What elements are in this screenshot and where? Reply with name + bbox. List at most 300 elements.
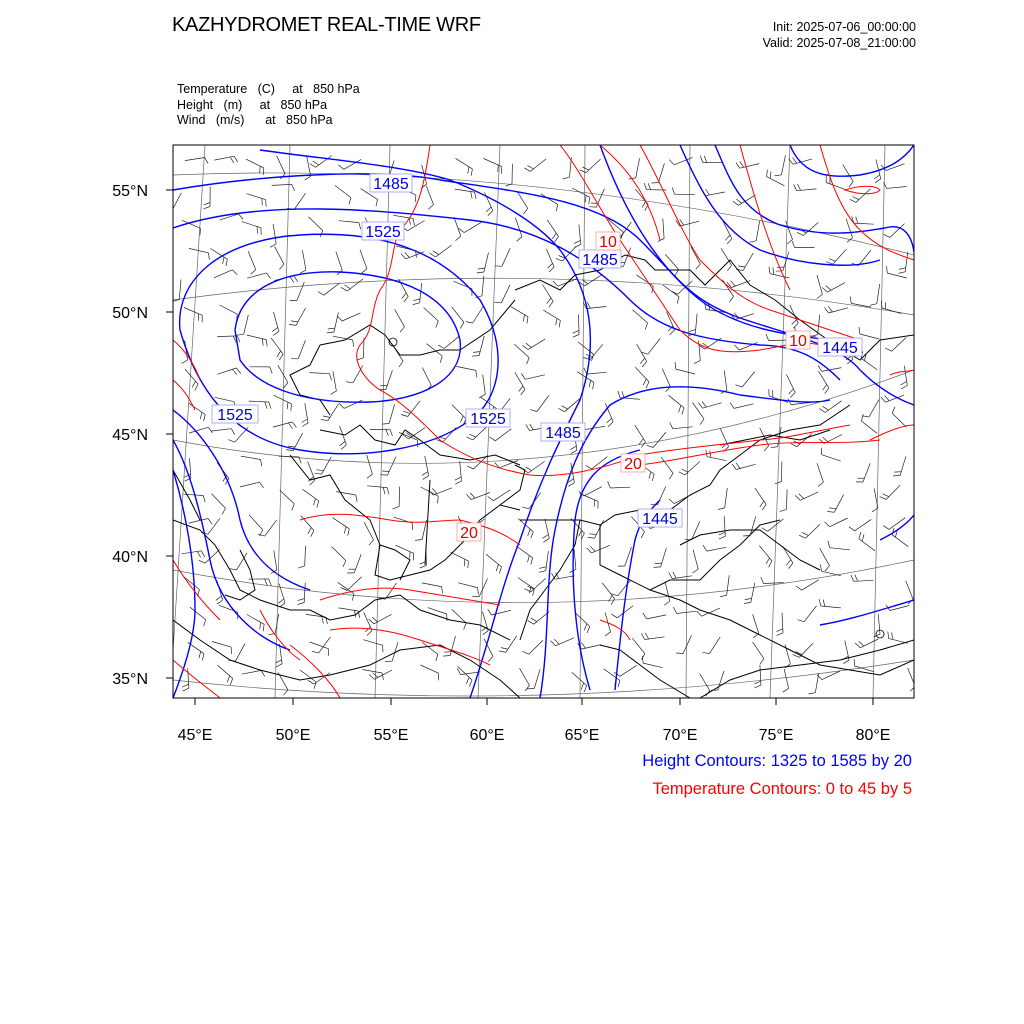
wind-barb-feather [669, 473, 673, 479]
wind-barb-feather [521, 389, 525, 395]
wind-barb [579, 225, 581, 245]
wind-barb [755, 488, 766, 505]
wind-barb-feather [469, 434, 475, 437]
wind-barb [310, 373, 330, 374]
wind-barb-feather [468, 167, 469, 174]
wind-barb-feather [563, 177, 570, 179]
wind-barb-feather [754, 681, 760, 684]
wind-barb [190, 607, 206, 619]
wind-barb-feather [287, 402, 288, 409]
wind-barb-feather [570, 446, 576, 449]
wind-barb [665, 582, 670, 601]
wind-barb-feather [467, 437, 473, 440]
wind-barb-feather [288, 446, 295, 447]
wind-barb-feather [543, 535, 549, 539]
wind-barb-feather [438, 345, 444, 349]
wind-barb-feather [260, 166, 261, 173]
wind-barb-feather [337, 316, 342, 321]
wind-barb [803, 222, 818, 235]
wind-barb-feather [885, 396, 890, 401]
wind-barb-feather [376, 199, 378, 206]
wind-barb-feather [286, 450, 293, 451]
wind-barb-feather [413, 299, 420, 301]
wind-barb [333, 518, 350, 529]
wind-barb-feather [849, 527, 855, 531]
wind-barb [336, 252, 342, 271]
wind-barb-feather [279, 264, 284, 269]
wind-barb-feather [655, 563, 662, 564]
wind-barb-feather [270, 367, 273, 374]
wind-barb [471, 493, 490, 500]
wind-barb [332, 547, 346, 561]
wind-barb-feather [823, 406, 829, 410]
wind-barb [395, 309, 405, 326]
longitude-axis [195, 698, 873, 705]
wind-barb-feather [488, 656, 493, 661]
wind-barb-feather [517, 237, 522, 242]
wind-barb-feather [573, 331, 580, 334]
wind-barb [661, 548, 667, 567]
wind-barb-feather [861, 414, 863, 421]
field-height: Height (m) at 850 hPa [177, 97, 328, 112]
wind-barb-feather [676, 653, 683, 654]
wind-barb [900, 456, 906, 475]
wind-barb [339, 608, 359, 611]
wind-barb [782, 613, 783, 633]
wind-barb-feather [808, 693, 815, 694]
wind-barb [421, 665, 439, 673]
wind-barb-feather [216, 596, 222, 600]
wind-barb-feather [700, 419, 704, 425]
wind-barb-feather [369, 540, 374, 545]
wind-barb-feather [559, 408, 565, 411]
wind-barb-feather [643, 613, 647, 619]
wind-barb-feather [639, 439, 643, 445]
wind-barb-feather [383, 645, 384, 652]
wind-barb-feather [556, 318, 557, 325]
wind-barb [190, 458, 191, 478]
wind-barb-feather [850, 297, 851, 304]
wind-barb-feather [204, 203, 211, 205]
wind-barb [322, 457, 332, 474]
wind-barb [784, 669, 789, 688]
wind-barb [241, 456, 261, 459]
wind-barb-feather [321, 419, 328, 420]
wind-barb-feather [899, 268, 906, 270]
wind-barb [184, 308, 202, 316]
wind-barb [693, 550, 698, 569]
wind-barb [822, 455, 841, 461]
field-wind: Wind (m/s) at 850 hPa [177, 113, 333, 127]
wind-barb-feather [670, 330, 675, 335]
wind-barb [293, 433, 303, 451]
wind-barb-feather [467, 466, 473, 469]
wind-barb-feather [399, 361, 403, 367]
wind-barb [905, 252, 908, 272]
wind-barb [388, 457, 396, 475]
wind-barb [869, 400, 879, 417]
wind-barb-feather [652, 474, 654, 481]
wind-barb-feather [823, 385, 827, 391]
wind-barb-feather [317, 501, 319, 508]
wind-barb-feather [670, 422, 673, 428]
wind-barb-feather [605, 632, 611, 636]
wind-barb-feather [819, 599, 821, 606]
wind-barb-feather [455, 477, 461, 480]
wind-barb [806, 524, 820, 538]
wind-barb [189, 519, 209, 524]
wind-barb-feather [428, 205, 433, 210]
wind-barb [882, 308, 901, 314]
wind-barb [305, 546, 306, 566]
wind-barb-feather [422, 472, 428, 476]
wind-barb-feather [455, 481, 461, 484]
wind-barb [242, 670, 262, 674]
wind-barb-feather [203, 496, 205, 503]
wind-barb-feather [677, 297, 679, 304]
wind-barb-feather [489, 437, 495, 441]
wind-barb-feather [284, 690, 288, 695]
wind-barb-feather [471, 192, 473, 199]
wind-barb-feather [272, 328, 278, 332]
wind-barb [770, 274, 790, 278]
wind-barb-feather [310, 480, 315, 485]
wind-barb-feather [573, 335, 579, 338]
wind-barb-feather [775, 175, 782, 176]
wind-barb [878, 614, 880, 634]
wind-barb [818, 315, 820, 335]
wind-barb-feather [898, 272, 905, 274]
wind-barb [742, 372, 755, 387]
wind-barb [280, 490, 295, 504]
wind-barb-feather [278, 599, 284, 603]
wind-barb-feather [735, 385, 742, 387]
wind-barb-feather [825, 522, 830, 527]
wind-barb [217, 336, 237, 337]
wind-barb [860, 334, 879, 339]
wind-barb-feather [401, 415, 408, 417]
wind-barb-feather [764, 446, 769, 451]
wind-barb-feather [608, 482, 611, 489]
wind-barb [578, 315, 579, 335]
wind-barb [556, 638, 574, 646]
wind-barb-feather [673, 572, 676, 578]
wind-barb-feather [771, 447, 778, 448]
wind-barb-feather [777, 633, 784, 636]
wind-barb-feather [318, 292, 324, 296]
wind-barb [179, 280, 181, 300]
wind-barb-feather [645, 633, 648, 639]
wind-barb [502, 248, 510, 266]
wind-barb [242, 222, 261, 228]
wind-barb-feather [562, 406, 568, 409]
wind-barb [422, 642, 438, 654]
wind-barb [473, 426, 487, 440]
wind-barb-feather [853, 197, 859, 200]
wind-barb-feather [460, 322, 464, 328]
wind-barb-feather [301, 419, 307, 423]
wind-barb [822, 368, 842, 372]
wind-barb-feather [640, 358, 644, 363]
wind-barb-feather [672, 188, 674, 195]
height-label: 1525 [365, 224, 401, 241]
wind-barb-feather [328, 328, 335, 329]
wind-barb [537, 396, 549, 412]
wind-barb-feather [475, 192, 477, 199]
wind-barb [659, 163, 665, 182]
wind-barb [855, 519, 872, 530]
wind-barb-feather [790, 392, 795, 397]
wind-barb-feather [265, 402, 267, 409]
height-contours [173, 145, 914, 698]
wind-barb-feather [265, 579, 268, 586]
wind-barb [324, 283, 340, 295]
wind-barb-feather [799, 535, 805, 538]
wind-barb-feather [488, 497, 494, 501]
wind-barb [767, 177, 785, 186]
wind-barb-feather [237, 334, 244, 335]
wind-barb [861, 421, 877, 433]
wind-barb [786, 374, 795, 392]
wind-barb-feather [415, 540, 422, 541]
wind-barb-feather [644, 183, 646, 190]
wind-barb-feather [523, 315, 524, 322]
wind-barb-feather [230, 157, 234, 163]
wind-barb-feather [430, 253, 436, 257]
wind-barb-feather [607, 418, 612, 423]
wind-barb-feather [499, 567, 501, 574]
wind-barb [339, 221, 359, 223]
lon-label: 55°E [373, 727, 409, 744]
wind-barb [854, 580, 874, 581]
wind-barb-feather [494, 302, 501, 303]
wind-barb [246, 159, 264, 168]
wind-barb [360, 250, 367, 269]
wind-barb-feather [311, 531, 314, 537]
wind-barb [662, 369, 670, 387]
wind-barb-feather [294, 276, 298, 282]
wind-barb-feather [433, 251, 439, 255]
wind-barb [821, 571, 841, 576]
wind-barb-feather [231, 429, 234, 435]
wind-barb [585, 426, 605, 429]
wind-barb-feather [263, 168, 264, 175]
wind-barb [247, 194, 266, 200]
wind-barb-feather [402, 293, 407, 298]
height-label: 1445 [642, 511, 678, 528]
wind-barb [328, 404, 339, 421]
wind-barb [422, 583, 442, 587]
wind-barb-feather [501, 648, 508, 650]
wind-barb-feather [881, 397, 886, 402]
wind-barb-feather [415, 195, 416, 202]
wind-barb [189, 403, 206, 414]
wind-barb-feather [292, 422, 296, 428]
wind-barb [386, 370, 393, 389]
wind-barb-feather [483, 631, 489, 635]
height-label: 1445 [822, 340, 858, 357]
wind-barb-feather [789, 389, 794, 394]
wind-barb-feather [829, 508, 836, 509]
wind-barb-feather [262, 339, 263, 346]
wind-barb [676, 369, 695, 374]
wind-barb [781, 155, 785, 175]
wind-barb [804, 606, 816, 622]
wind-barb [304, 583, 305, 603]
wind-barb-feather [237, 336, 240, 342]
wind-barb-feather [523, 345, 529, 349]
wind-barb [189, 427, 208, 433]
wind-barb-feather [689, 330, 696, 332]
wind-barb-feather [251, 270, 256, 275]
wind-barb [724, 370, 727, 390]
lon-label: 50°E [275, 727, 311, 744]
wind-barb-feather [354, 610, 355, 617]
wind-barb [347, 577, 362, 591]
wind-barb [422, 520, 427, 540]
wind-barb-feather [792, 241, 794, 248]
wind-barb [826, 183, 845, 190]
wind-barb-feather [669, 499, 674, 504]
wind-barb [685, 462, 700, 475]
height-contour-note: Height Contours: 1325 to 1585 by 20 [642, 752, 912, 770]
wind-barb-feather [658, 239, 664, 242]
wind-barb-feather [313, 161, 319, 165]
wind-barb [707, 457, 727, 461]
wind-barb [648, 338, 660, 354]
wind-barb [546, 249, 554, 267]
wind-barb-feather [593, 382, 594, 389]
wind-barb-feather [383, 487, 385, 494]
wind-barb [854, 223, 874, 224]
wind-barb-feather [298, 599, 305, 601]
wind-barb [889, 518, 905, 530]
wind-barb [451, 552, 469, 561]
wind-barb [802, 580, 819, 590]
wind-barb [635, 425, 646, 442]
wind-barb [367, 455, 373, 474]
wind-barb [424, 308, 439, 322]
wind-barb-feather [555, 237, 559, 243]
wind-barb [663, 285, 679, 297]
wind-barb-feather [586, 465, 592, 469]
wind-barb-feather [825, 566, 830, 571]
wind-barb [335, 186, 351, 198]
wind-barb [886, 485, 900, 499]
graticule [170, 145, 914, 698]
wind-barb-feather [291, 404, 292, 411]
lon-label: 45°E [177, 727, 213, 744]
wind-barb [362, 670, 382, 674]
wind-barb-feather [442, 587, 443, 594]
wind-barb-feather [526, 343, 532, 347]
wind-barb [515, 372, 525, 389]
wind-barb [790, 305, 798, 323]
wind-barb-feather [549, 267, 554, 272]
wind-barb-feather [823, 437, 828, 442]
wind-barb-feather [457, 668, 460, 674]
wind-barb-feather [486, 207, 491, 212]
wind-barb-feather [794, 184, 797, 190]
wind-barb [347, 279, 363, 291]
wind-barb [669, 395, 685, 408]
wind-barb-feather [587, 548, 592, 553]
wind-barb-feather [401, 254, 406, 259]
wind-barb [727, 575, 730, 595]
wind-barb [297, 282, 305, 301]
wind-barb [515, 218, 522, 237]
wind-barb [456, 366, 476, 370]
wind-barb-feather [230, 569, 237, 570]
wind-barb-feather [344, 527, 346, 534]
wind-barb-feather [230, 678, 233, 685]
wind-barb-feather [284, 383, 288, 388]
wind-barb-feather [476, 370, 477, 377]
wind-barb-feather [521, 374, 525, 380]
wind-barb-feather [679, 405, 681, 412]
wind-barb-feather [341, 445, 346, 450]
wind-barb-feather [641, 654, 645, 660]
wind-barb-feather [855, 643, 860, 648]
wind-barb [298, 340, 305, 359]
wind-barb-feather [519, 386, 523, 392]
wind-barb [817, 463, 823, 482]
wind-barb [709, 637, 720, 654]
wind-barb-feather [654, 567, 661, 568]
wind-barb-feather [343, 561, 346, 567]
wind-barb-feather [367, 631, 372, 636]
wind-barb-feather [611, 599, 615, 605]
wind-barb [406, 252, 425, 259]
wind-barb-feather [290, 277, 294, 283]
wind-barb-feather [718, 508, 725, 510]
wind-barb-feather [720, 595, 727, 597]
wind-barb-feather [738, 266, 745, 267]
wind-barb-feather [308, 680, 314, 684]
wind-barb-feather [203, 207, 210, 209]
wind-barb-feather [892, 633, 893, 640]
wind-barb [781, 462, 782, 482]
wind-barb-feather [755, 685, 761, 688]
wind-barb-feather [525, 686, 530, 691]
wind-barb [800, 492, 818, 500]
wind-barb-feather [733, 201, 739, 205]
wind-barb [562, 246, 576, 261]
wind-barb-feather [643, 379, 646, 385]
wind-barb-feather [522, 651, 528, 654]
wind-barb-feather [870, 304, 877, 306]
wind-barb-feather [531, 532, 533, 539]
wind-barb [479, 578, 487, 596]
wind-barb [618, 580, 631, 595]
wind-barb-feather [310, 164, 316, 168]
wind-barb-feather [233, 369, 237, 374]
wind-barb-feather [641, 532, 644, 538]
wind-barb [575, 613, 590, 627]
wind-barb-feather [522, 507, 529, 509]
wind-barb-feather [769, 561, 772, 567]
wind-barb [821, 606, 841, 608]
wind-barb-feather [359, 223, 361, 230]
wind-barb-feather [700, 156, 702, 163]
wind-barb-feather [547, 298, 551, 304]
wind-barb-feather [436, 654, 438, 661]
wind-barb [543, 310, 560, 320]
wind-barb-feather [382, 424, 389, 425]
wind-barb-feather [182, 684, 188, 687]
plot-frame [173, 145, 914, 698]
wind-barb-feather [829, 259, 836, 262]
